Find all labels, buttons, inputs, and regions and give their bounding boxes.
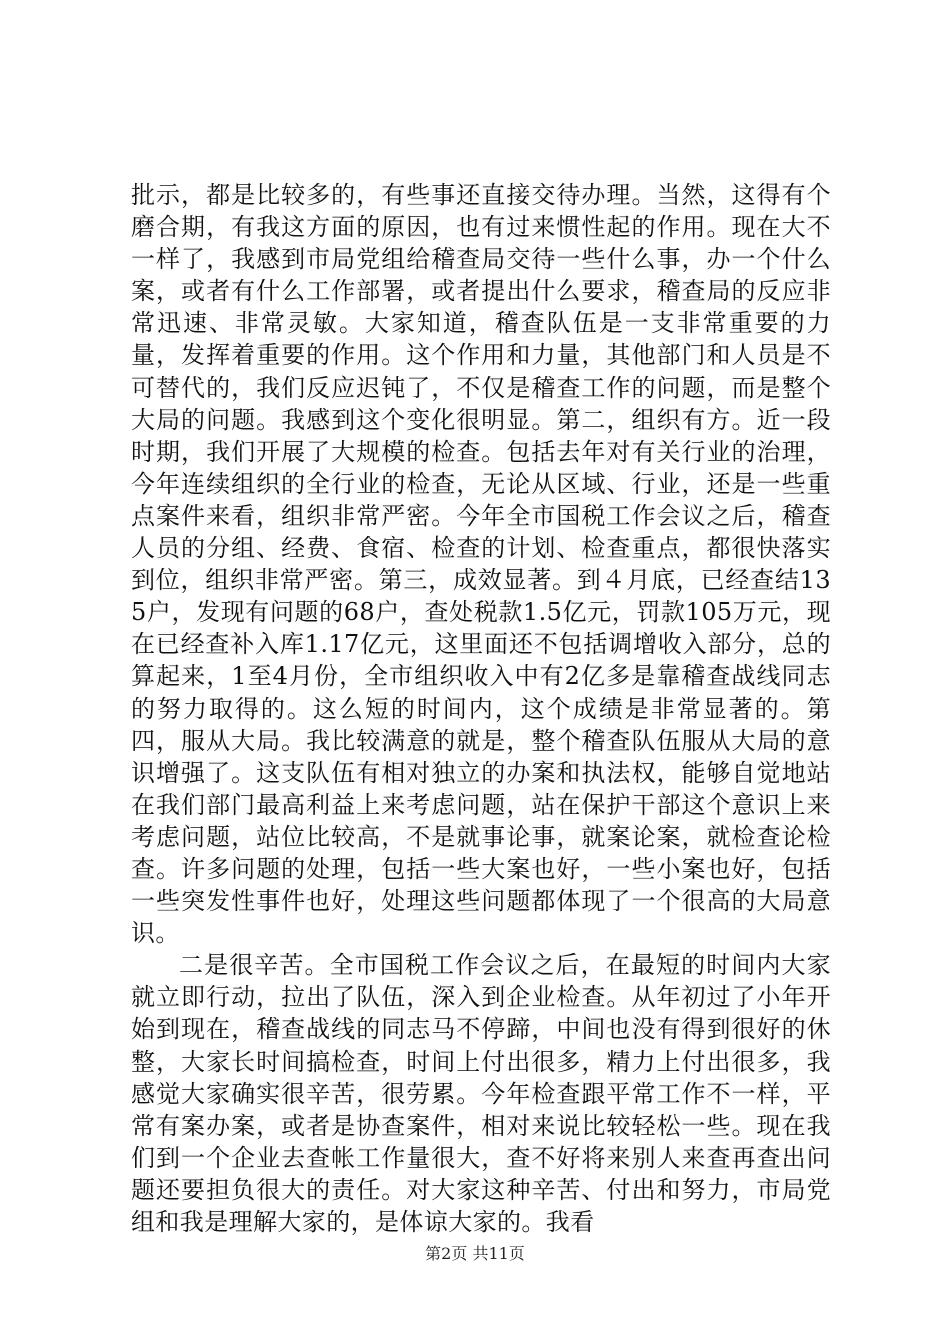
paragraph-2: 二是很辛苦。全市国税工作会议之后，在最短的时间内大家就立即行动，拉出了队伍，深入到企业检查。从年初过了小年开始到现在，稽查战线的同志马不停蹄，中间也没有得到很好的休整，大家长时间搞检查，时间上付出很多，精力上付出很多，我感觉大家确实很辛苦，很劳累。今年检查跟平常工作不一样，平常有案办案，或者是协查案件，相对来说比较轻松一些。现在我们到一个企业去查帐工作量很大，查不好将来别人来查再查出问题还要担负很大的责任。对大家这种辛苦、付出和努力，市局党组和我是理解大家的，是体谅大家的。我看 [131,951,831,1236]
document-body [131,179,831,1238]
paragraph-1: 批示，都是比较多的，有些事还直接交待办理。当然，这得有个磨合期，有我这方面的原因，也有过来惯性起的作用。现在大不一样了，我感到市局党组给稽查局交待一些什么事，办一个什么案，或者有什么工作部署，或者提出什么要求，稽查局的反应非常迅速、非常灵敏。大家知道，稽查队伍是一支非常重要的力量，发挥着重要的作用。这个作用和力量，其他部门和人员是不可替代的，我们反应迟钝了，不仅是稽查工作的问题，而是整个大局的问题。我感到这个变化很明显。第二，组织有方。近一段时期，我们开展了大规模的检查。包括去年对有关行业的治理，今年连续组织的全行业的检查，无论从区域、行业，还是一些重点案件来看，组织非常严密。今年全市国税工作会议之后，稽查人员的分组、经费、食宿、检查的计划、检查重点，都很快落实到位，组织非常严密。第三，成效显著。到４月底，已经查结135户，发现有问题的68户，查处税款1.5亿元，罚款105万元，现在已经查补入库1.17亿元，这里面还不包括调增收入部分，总的算起来，1至4月份，全市组织收入中有2亿多是靠稽查战线同志的努力取得的。这么短的时间内，这个成绩是非常显著的。第四，服从大局。我比较满意的就是，整个稽查队伍服从大局的意识增强了。这支队伍有相对独立的办案和执法权，能够自觉地站在我们部门最高利益上来考虑问题，站在保护干部这个意识上来考虑问题，站位比较高，不是就事论事，就案论案，就检查论检查。许多问题的处理，包括一些大案也好，一些小案也好，包括一些突发性事件也好，处理这些问题都体现了一个很高的大局意识。 [131,181,831,948]
page-number-footer: 第2页 共11页 [425,1244,525,1263]
